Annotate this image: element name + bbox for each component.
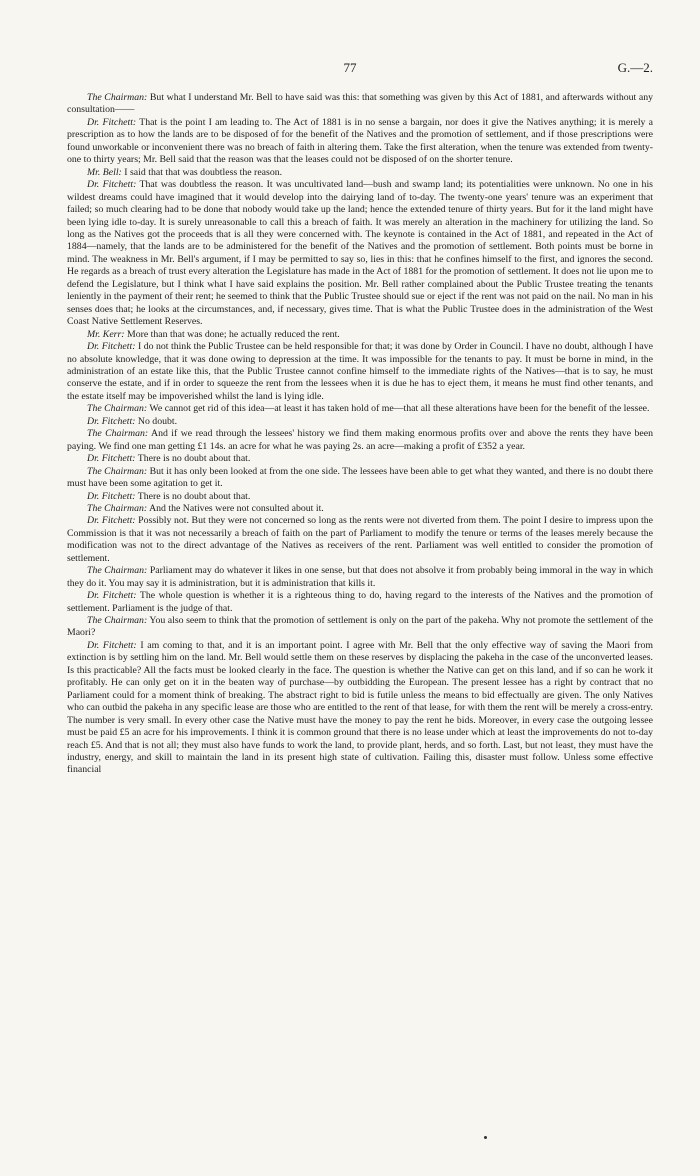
speaker-name: Dr. Fitchett:	[87, 515, 136, 527]
speaker-name: Dr. Fitchett:	[87, 590, 137, 602]
paragraph-text: We cannot get rid of this idea—at least it has taken hold of me—that all these alterations have been for the benefit of the lessee.	[147, 403, 650, 415]
body-text	[67, 92, 653, 777]
paragraph	[67, 179, 653, 328]
paragraph-text: There is no doubt about that.	[135, 453, 251, 465]
paragraph-text: I am coming to that, and it is an important point. I agree with Mr. Bell that the only effective way of saving the Maori from extinction is by settling him on the land. Mr. Bell would settle them on these reserves by displacing the pakeha in the case of the unconverted leases. Is this practicable? All the facts must be looked clearly in the face. The question is whether the Native can get on this land, and if so can he work it profitably. He can only get on it in the beaten way of purchase—by outbidding the European. The present lessee has a right by contract that no Parliament could for a moment think of breaking. The abstract right to bid is futile unless the means to bid effectually are given. The only Natives who can outbid the pakeha in any specific lease are those who are entitled to the rent of that lease, for with them the rent will be merely a cross-entry. The number is very small. In every other case the Native must have the money to pay the rent he bids. Moreover, in every case the outgoing lessee must be paid £5 an acre for his improvements. I think it is common ground that there is no lease under which at least the improvements do not to-day reach £5. And that is not all; they must also have funds to work the land, to provide plant, herds, and so forth. Last, but not least, they must have the industry, energy, and skill to maintain the land in its present high state of cultivation. Failing this, disaster must follow. Unless some effective financial	[67, 639, 653, 776]
paragraph	[67, 167, 653, 179]
speaker-name: The Chairman:	[87, 428, 149, 440]
paragraph	[67, 615, 653, 640]
speaker-name: Dr. Fitchett:	[87, 415, 136, 427]
paragraph	[67, 329, 653, 341]
paragraph-text: Possibly not. But they were not concerned so long as the rents were not diverted from them. The point I desire to impress upon the Commission is that it was not necessarily a breach of faith on the part of Parliament to modify the tenure or terms of the leases merely because the modification was not to the direct advantage of the Natives as receivers of the rent. Parliament was well entitled to consider the promotion of settlement.	[67, 515, 653, 564]
paragraph	[67, 590, 653, 615]
paragraph-text: The whole question is whether it is a righteous thing to do, having regard to the interests of the Natives and the promotion of settlement. Parliament is the judge of that.	[67, 590, 653, 614]
paragraph-text: But it has only been looked at from the one side. The lessees have been able to get what they wanted, and there is no doubt there must have been some agitation to get it.	[67, 465, 653, 490]
speaker-name: The Chairman:	[87, 465, 148, 477]
document-reference: G.—2.	[617, 60, 653, 75]
paragraph	[67, 453, 653, 465]
paragraph	[67, 416, 653, 428]
paragraph-text: But what I understand Mr. Bell to have said was this: that something was given by this Act of 1881, and afterwards without any consultation——	[67, 92, 653, 116]
paragraph	[67, 491, 653, 503]
paragraph	[67, 341, 653, 403]
paragraph-text: And the Natives were not consulted about it.	[147, 502, 324, 514]
paragraph	[67, 428, 653, 453]
speaker-name: Dr. Fitchett:	[87, 490, 136, 502]
paragraph	[67, 466, 653, 491]
speaker-name: Mr. Bell:	[87, 166, 122, 178]
speaker-name: The Chairman:	[87, 92, 148, 103]
speaker-name: The Chairman:	[87, 615, 148, 627]
speaker-name: Mr. Kerr:	[87, 328, 125, 340]
paragraph-text: No doubt.	[135, 415, 178, 427]
speaker-name: Dr. Fitchett:	[87, 179, 137, 191]
paragraph	[67, 117, 653, 167]
paragraph-text: I said that that was doubtless the reason.	[121, 166, 283, 178]
paragraph	[67, 565, 653, 590]
page-number: 77	[343, 60, 357, 75]
speaker-name: Dr. Fitchett:	[87, 116, 137, 128]
paragraph	[67, 503, 653, 515]
speaker-name: The Chairman:	[87, 565, 148, 577]
speaker-name: The Chairman:	[87, 403, 148, 415]
speaker-name: Dr. Fitchett:	[87, 453, 136, 465]
paragraph-text: I do not think the Public Trustee can be held responsible for that; it was done by Order in Council. I have no doubt, although I have no absolute knowledge, that it was done owing to depression at the time. It was impossible for the tenants to pay. It must be borne in mind, in the administration of an estate like this, that the Public Trustee cannot confine himself to the immediate rights of the Natives—that is to say, he must conserve the estate, and if in order to squeeze the rent from the lessees when it is due he has to eject them, it means he must find other tenants, and the estate itself may be impoverished whilst the land is lying idle.	[67, 341, 653, 402]
speaker-name: Dr. Fitchett:	[87, 639, 137, 651]
paragraph-text: More than that was done; he actually reduced the rent.	[124, 328, 340, 340]
speaker-name: The Chairman:	[87, 502, 148, 514]
ink-dot	[484, 1136, 487, 1139]
paragraph-text: You also seem to think that the promotion of settlement is only on the part of the pakeha. Why not promote the settlement of the Maori?	[67, 615, 653, 639]
paragraph	[67, 92, 653, 117]
paragraph-text: Parliament may do whatever it likes in one sense, but that does not absolve it from probably being immoral in the way in which they do it. You may say it is administration, but it is administration that kills it.	[67, 565, 653, 589]
paragraph	[67, 640, 653, 777]
paragraph	[67, 515, 653, 565]
paragraph-text: And if we read through the lessees' history we find them making enormous profits over and above the rents they have been paying. We find one man getting £1 14s. an acre for what he was paying 2s. an acre—making a profit of £352 a year.	[67, 428, 653, 452]
paragraph-text: That is the point I am leading to. The Act of 1881 is in no sense a bargain, nor does it give the Natives anything; it is merely a prescription as to how the lands are to be disposed of for the benefit of the Natives and the promotion of settlement, and if those prescriptions were found unworkable or inconvenient there was no breach of faith in altering them. Take the first alteration, when the tenure was extended from twenty-one to thirty years; Mr. Bell said that the reason was that the leases could not be disposed of on the shorter tenure.	[67, 116, 653, 166]
paragraph-text: There is no doubt about that.	[135, 490, 251, 502]
paragraph-text: That was doubtless the reason. It was uncultivated land—bush and swamp land; its potentialities were unknown. No one in his wildest dreams could have imagined that it would develop into the dairying land of to-day. The twenty-one years' tenure was an experiment that failed; so much clearing had to be done that nobody would take up the land; hence the extended tenure of thirty years. But for it the land might have been lying idle to-day. It is surely unreasonable to call this a breach of faith. It was merely an alteration in the machinery for utilizing the land. So long as the Natives got the proceeds that is all they were concerned with. The keynote is contained in the Act of 1881, and repeated in the Act of 1884—namely, that the lands are to be administered for the benefit of the Natives and the promotion of settlement. Both points must be borne in mind. The weakness in Mr. Bell's argument, if I may be permitted to say so, lies in this: that he confines himself to the first, and ignores the second. He regards as a breach of trust every alteration the Legislature has made in the Act of 1881 for the promotion of settlement. It does not lie upon me to defend the Legislature, but I think what I have said explains the position. Mr. Bell rather complained about the Public Trustee treating the tenants leniently in the payment of their rent; he seemed to think that the Public Trustee should sue or eject if the rent was not paid on the nail. No man in his senses does that; he looks at the circumstances, and, if necessary, gives time. That is what the Public Trustee does in the administration of the West Coast Native Settlement Reserves.	[67, 179, 653, 328]
speaker-name: Dr. Fitchett:	[87, 341, 136, 353]
paragraph	[67, 403, 653, 415]
